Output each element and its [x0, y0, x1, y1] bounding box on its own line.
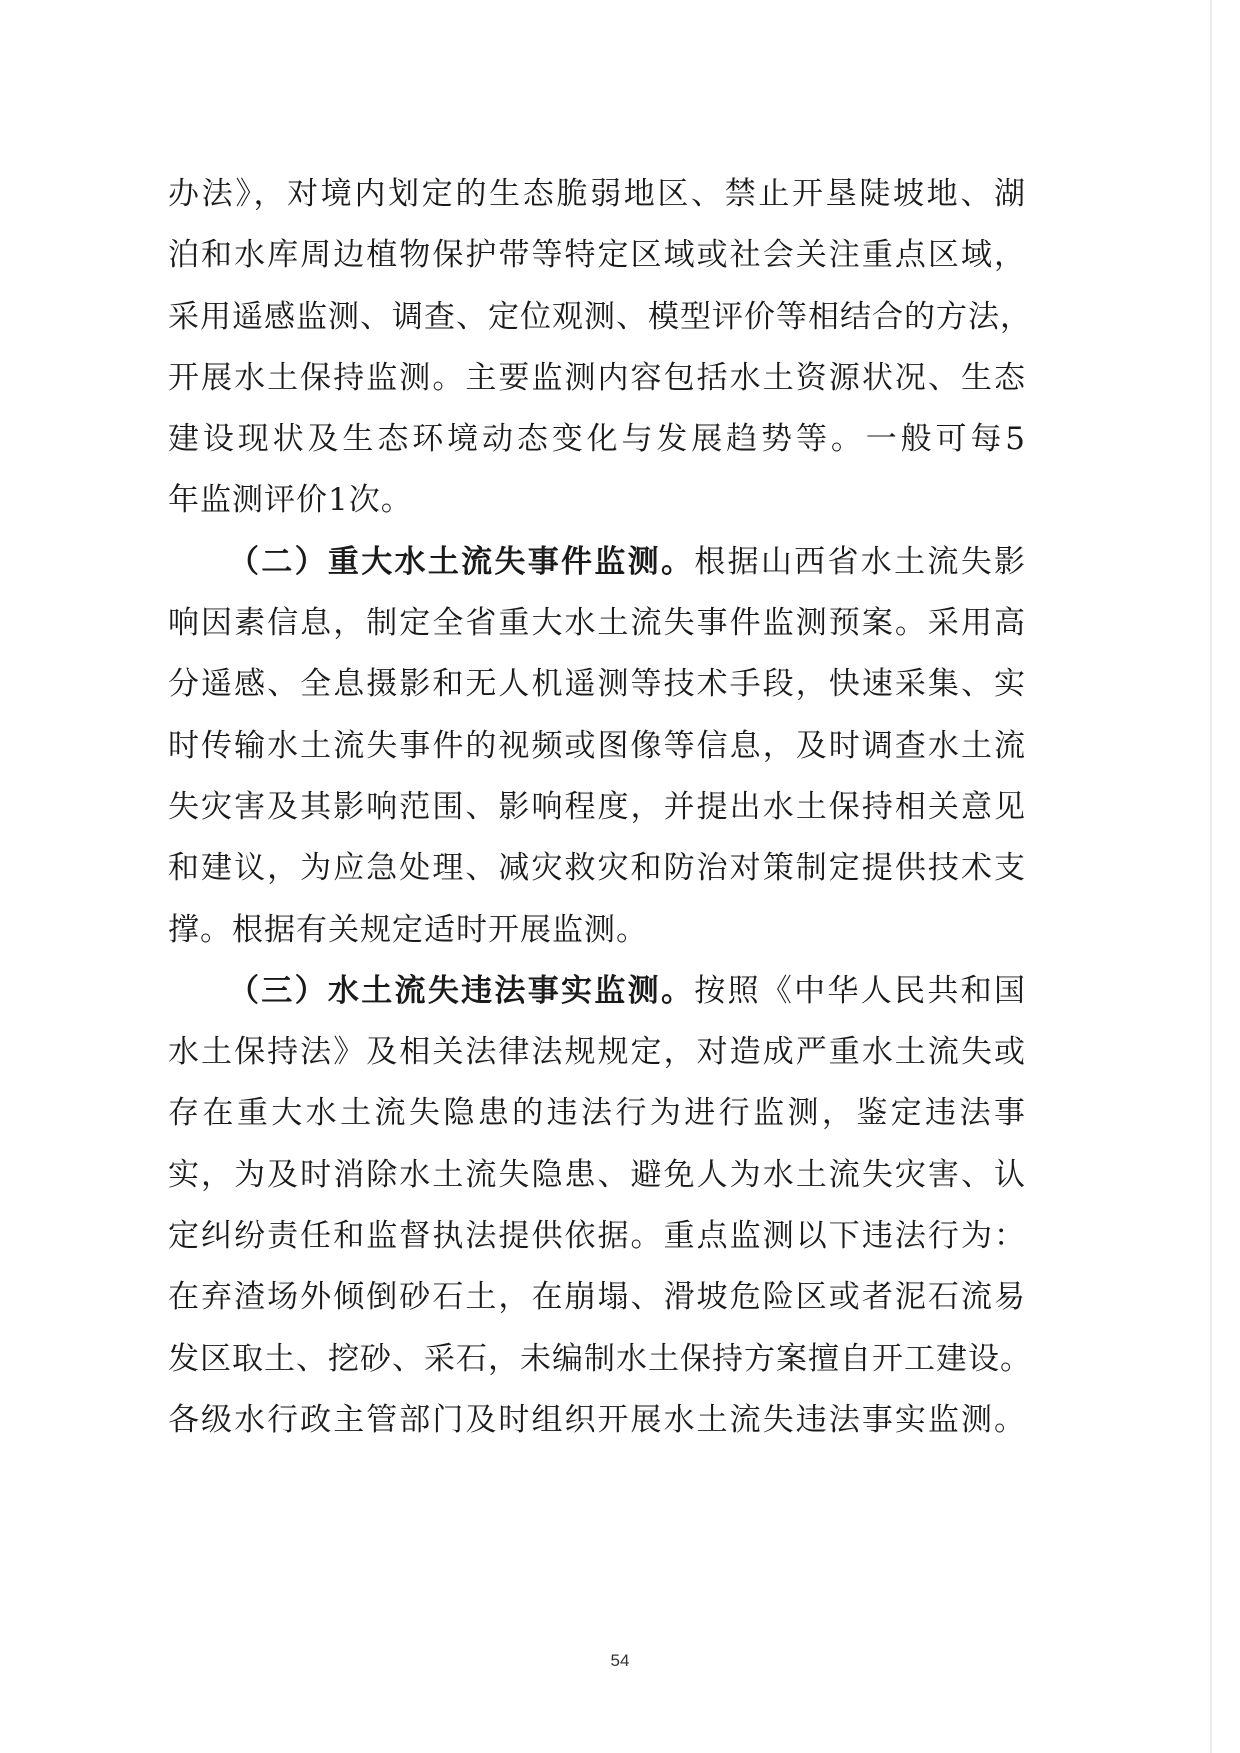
text-line: 响因素信息，制定全省重大水土流失事件监测预案。采用高	[168, 605, 1026, 642]
text-line: 泊和水库周边植物保护带等特定区域或社会关注重点区域，	[168, 237, 1026, 274]
text-line: 时传输水土流失事件的视频或图像等信息，及时调查水土流	[168, 727, 1026, 764]
section-text: 按照《中华人民共和国	[694, 972, 1027, 1009]
text-line: 水土保持法》及相关法律法规规定，对造成严重水土流失或	[168, 1034, 1026, 1071]
text-line: 和建议，为应急处理、减灾救灾和防治对策制定提供技术支	[168, 850, 1026, 887]
section-heading-3: （三）水土流失违法事实监测。	[228, 972, 695, 1009]
text-line: 开展水土保持监测。主要监测内容包括水土资源状况、生态	[168, 359, 1026, 396]
section-heading-2: （二）重大水土流失事件监测。	[228, 543, 695, 580]
section-heading-line	[168, 532, 1026, 593]
text-line: 失灾害及其影响范围、影响程度，并提出水土保持相关意见	[168, 788, 1026, 825]
text-line: 各级水行政主管部门及时组织开展水土流失违法事实监测。	[168, 1401, 1026, 1438]
paragraph-end-line: 撑。根据有关规定适时开展监测。	[168, 911, 648, 948]
text-line: 在弃渣场外倾倒砂石土，在崩塌、滑坡危险区或者泥石流易	[168, 1279, 1026, 1316]
scan-edge	[1210, 0, 1212, 1753]
text-line: 实，为及时消除水土流失隐患、避免人为水土流失灾害、认	[168, 1156, 1026, 1193]
text-line: 分遥感、全息摄影和无人机遥测等技术手段，快速采集、实	[168, 666, 1026, 703]
section-heading-line	[168, 961, 1026, 1022]
text-line: 存在重大水土流失隐患的违法行为进行监测，鉴定违法事	[168, 1095, 1026, 1132]
text-line: 发区取土、挖砂、采石，未编制水土保持方案擅自开工建设。	[168, 1340, 1032, 1377]
text-line: 定纠纷责任和监督执法提供依据。重点监测以下违法行为：	[168, 1218, 1026, 1255]
page-number: 54	[610, 1651, 630, 1670]
paragraph-end-line: 年监测评价1次。	[168, 482, 413, 519]
section-text: 根据山西省水土流失影	[694, 543, 1027, 580]
page-body	[168, 164, 1032, 1451]
text-line: 建设现状及生态环境动态变化与发展趋势等。一般可每5	[168, 421, 1026, 458]
text-line: 办法》，对境内划定的生态脆弱地区、禁止开垦陡坡地、湖	[168, 176, 1026, 212]
text-line: 采用遥感监测、调查、定位观测、模型评价等相结合的方法，	[168, 298, 1032, 335]
